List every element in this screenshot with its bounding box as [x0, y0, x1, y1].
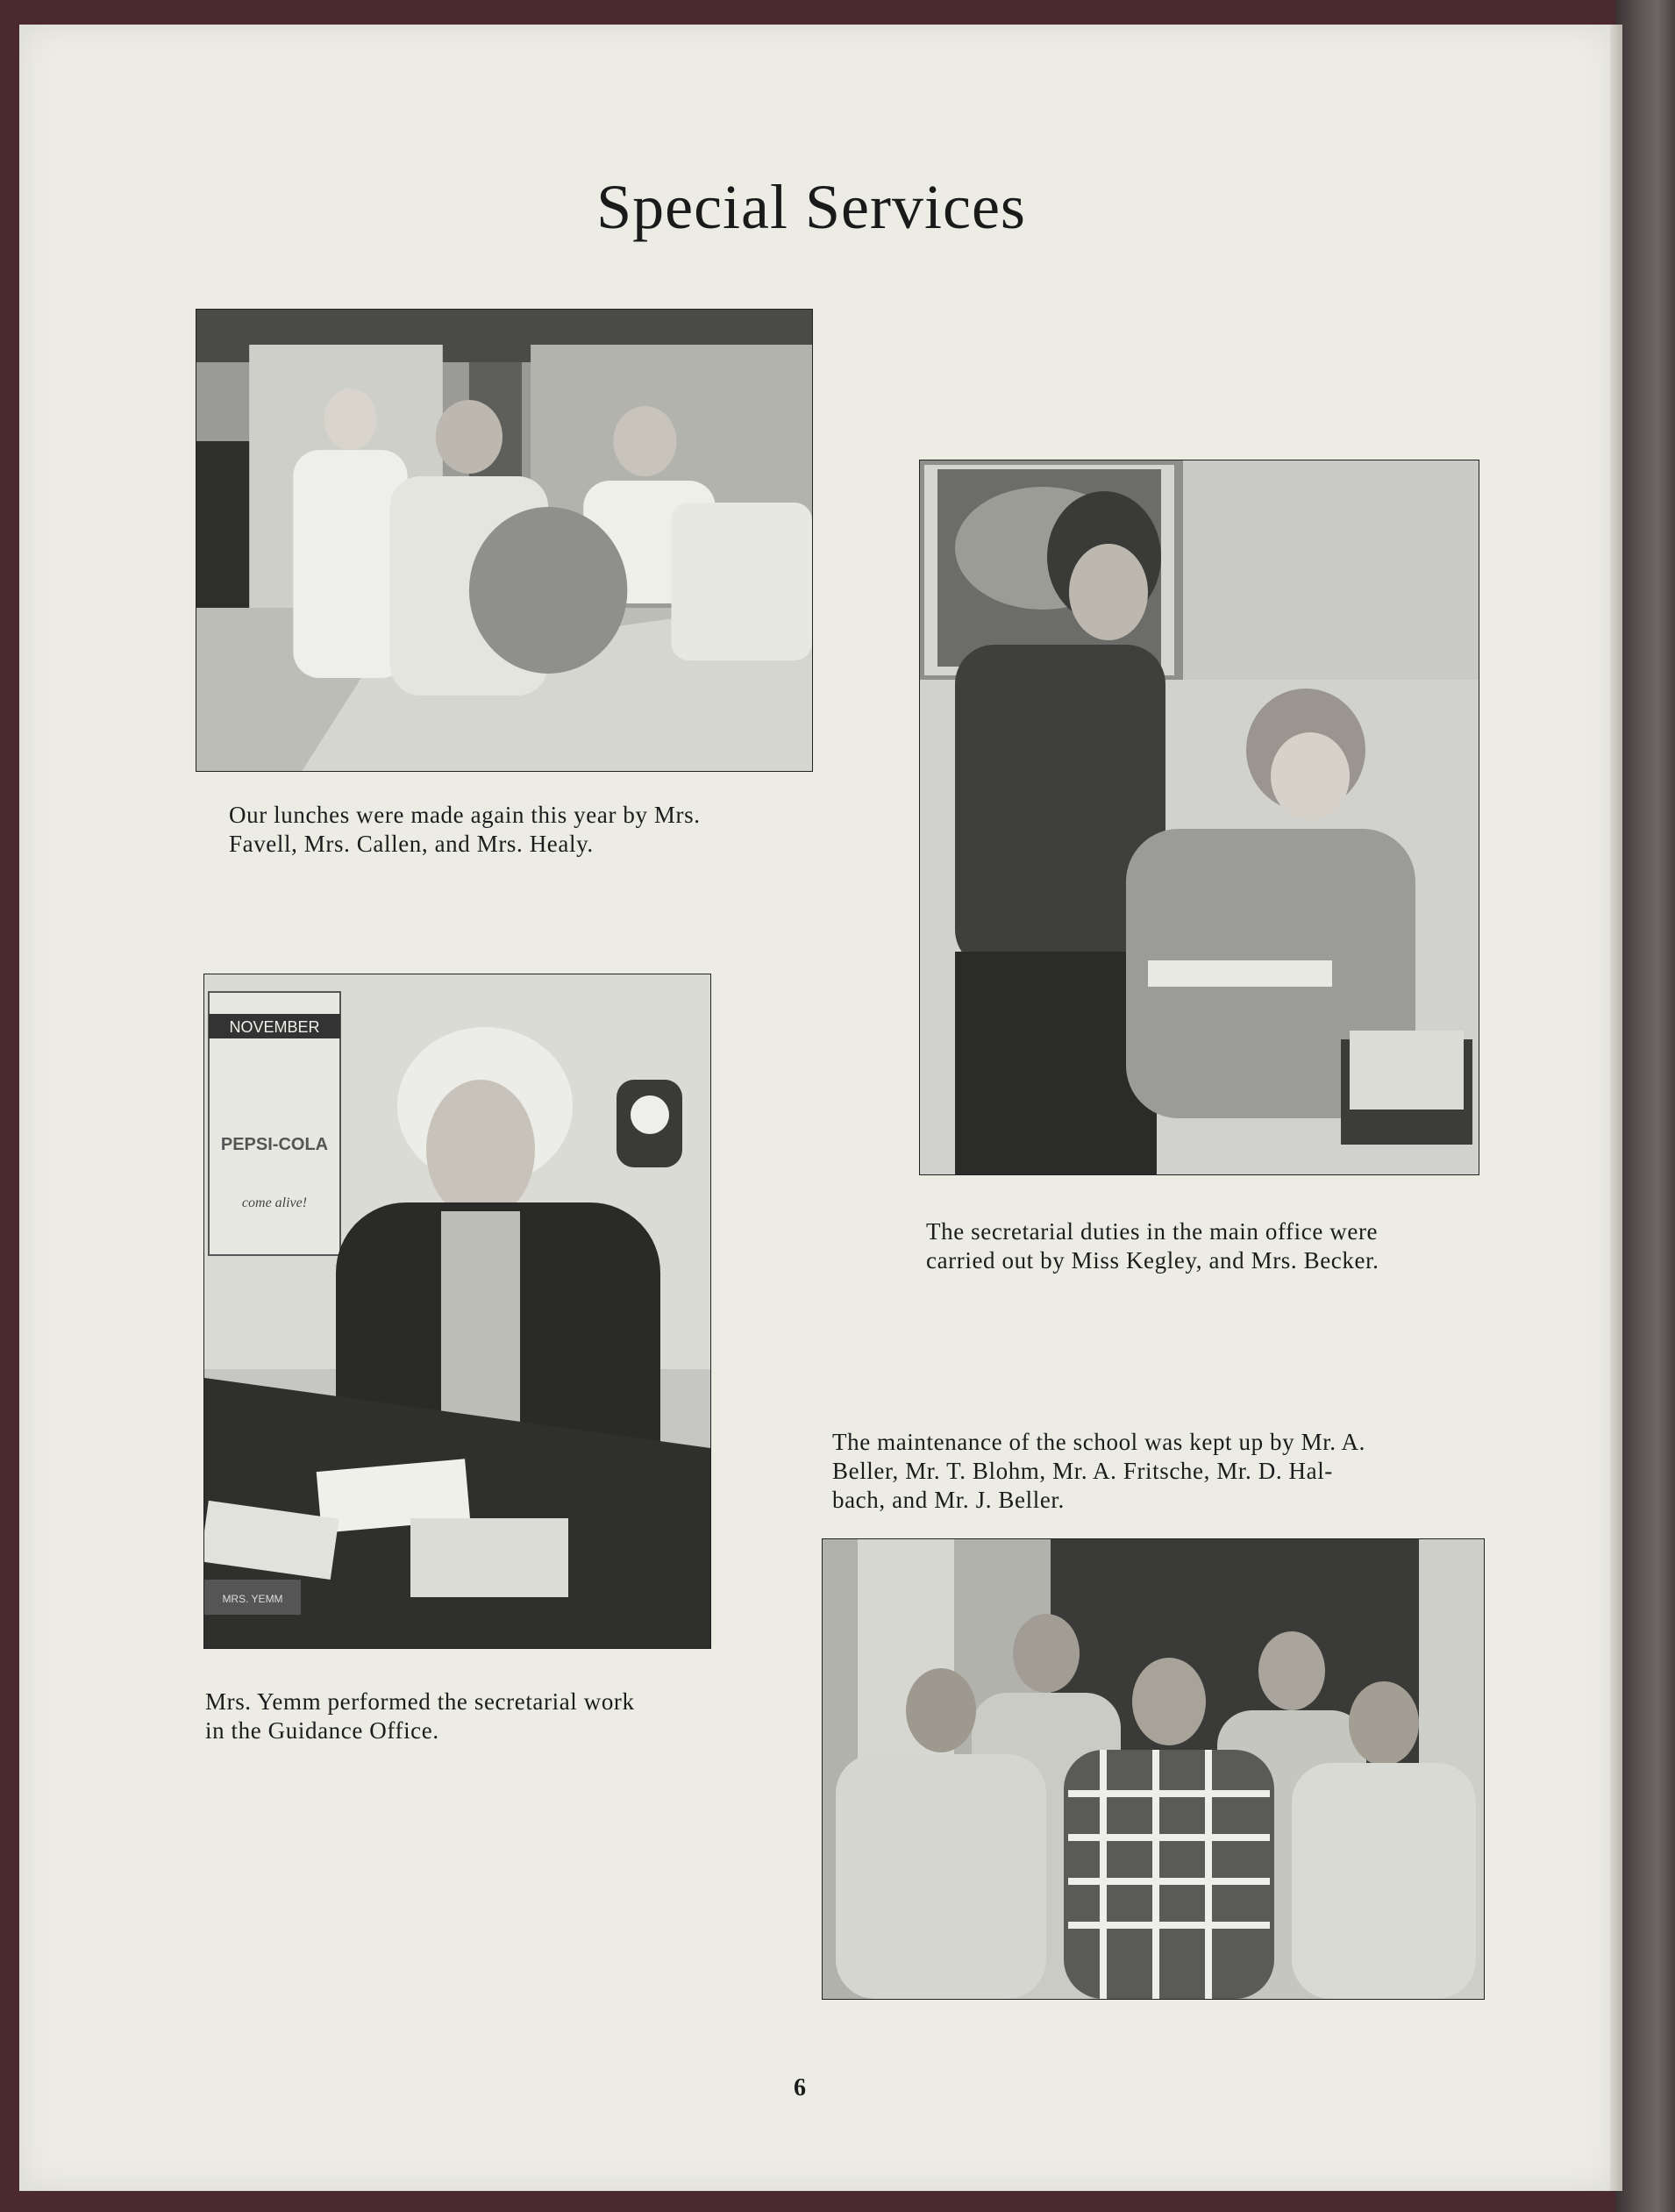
guidance-secretary-photo: [203, 974, 711, 1649]
calendar-brand: PEPSI-COLA: [220, 1135, 329, 1154]
maintenance-crew-photo: [822, 1538, 1485, 2000]
kitchen-caption: Our lunches were made again this year by Mrs. Favell, Mrs. Callen, and Mrs. Healy.: [229, 802, 701, 857]
calendar-month: NOVEMBER: [229, 1018, 320, 1036]
maintenance-caption: The maintenance of the school was kept up by Mr. A. Beller, Mr. T. Blohm, Mr. A. Fritsche, Mr. D. Hal- bach, and Mr. J. Beller.: [832, 1429, 1365, 1513]
page-title: Special Services: [596, 172, 1026, 242]
secretaries-photo: [919, 460, 1479, 1175]
book-spine: [1615, 0, 1675, 2212]
page-number: 6: [794, 2074, 806, 2101]
guidance-caption: Mrs. Yemm performed the secretarial work in the Guidance Office.: [205, 1688, 635, 1744]
nameplate-text: MRS. YEMM: [222, 1593, 283, 1605]
office-caption: The secretarial duties in the main office were carried out by Miss Kegley, and Mrs. Becker.: [926, 1218, 1379, 1274]
kitchen-staff-photo: [196, 309, 813, 772]
calendar-tagline: come alive!: [241, 1195, 308, 1210]
page-edge: [1610, 25, 1622, 2191]
